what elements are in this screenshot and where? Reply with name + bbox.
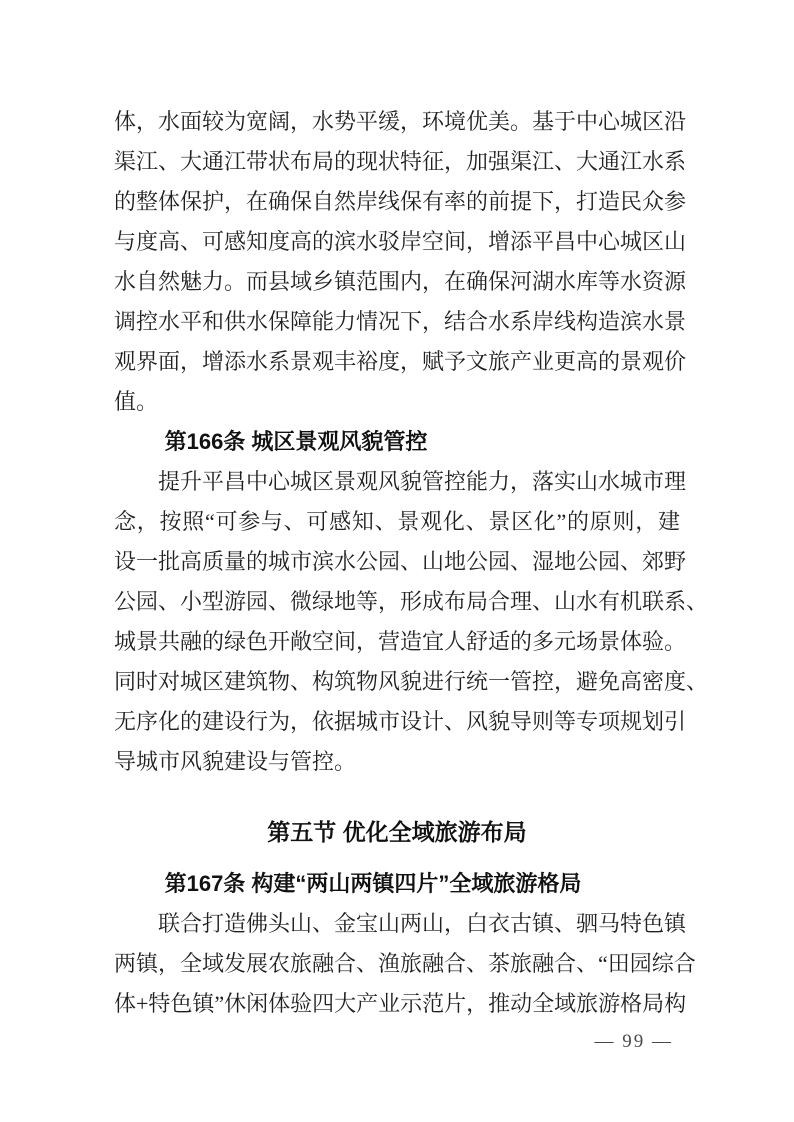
body-line: 的整体保护，在确保自然岸线保有率的前提下，打造民众参 bbox=[114, 189, 687, 214]
body-line: 与度高、可感知度高的滨水驳岸空间，增添平昌中心城区山 bbox=[114, 229, 687, 254]
body-line: 值。 bbox=[114, 389, 159, 414]
body-line: 念，按照“可参与、可感知、景观化、景区化”的原则，建 bbox=[114, 509, 680, 534]
body-line: 调控水平和供水保障能力情况下，结合水系岸线构造滨水景 bbox=[114, 309, 687, 334]
body-line: 水自然魅力。而县域乡镇范围内，在确保河湖水库等水资源 bbox=[114, 269, 687, 294]
body-line: 城景共融的绿色开敞空间，营造宜人舒适的多元场景体验。 bbox=[114, 629, 687, 654]
body-line: 导城市风貌建设与管控。 bbox=[114, 749, 357, 774]
body-line: 公园、小型游园、微绿地等，形成布局合理、山水有机联系、 bbox=[114, 589, 709, 614]
body-line: 渠江、大通江带状布局的现状特征，加强渠江、大通江水系 bbox=[114, 149, 687, 174]
page-number: — 99 — bbox=[594, 1031, 673, 1052]
body-line: 体+特色镇”休闲体验四大产业示范片，推动全域旅游格局构 bbox=[114, 991, 687, 1016]
body-line: 无序化的建设行为，依据城市设计、风貌导则等专项规划引 bbox=[114, 709, 687, 734]
article-166-heading: 第166条 城区景观风貌管控 bbox=[164, 429, 428, 454]
body-line: 两镇，全域发展农旅融合、渔旅融合、茶旅融合、“田园综合 bbox=[114, 951, 696, 976]
body-line: 提升平昌中心城区景观风貌管控能力，落实山水城市理 bbox=[158, 469, 687, 494]
body-line: 联合打造佛头山、金宝山两山，白衣古镇、驷马特色镇 bbox=[158, 911, 687, 936]
document-body bbox=[114, 102, 709, 1024]
section-5-heading: 第五节 优化全域旅游布局 bbox=[267, 819, 527, 845]
body-line: 同时对城区建筑物、构筑物风貌进行统一管控，避免高密度、 bbox=[114, 669, 709, 694]
body-line: 设一批高质量的城市滨水公园、山地公园、湿地公园、郊野 bbox=[114, 549, 687, 574]
body-line: 观界面，增添水系景观丰裕度，赋予文旅产业更高的景观价 bbox=[114, 349, 687, 374]
article-167-heading: 第167条 构建“两山两镇四片”全域旅游格局 bbox=[164, 871, 582, 896]
body-line: 体，水面较为宽阔，水势平缓，环境优美。基于中心城区沿 bbox=[114, 109, 687, 134]
